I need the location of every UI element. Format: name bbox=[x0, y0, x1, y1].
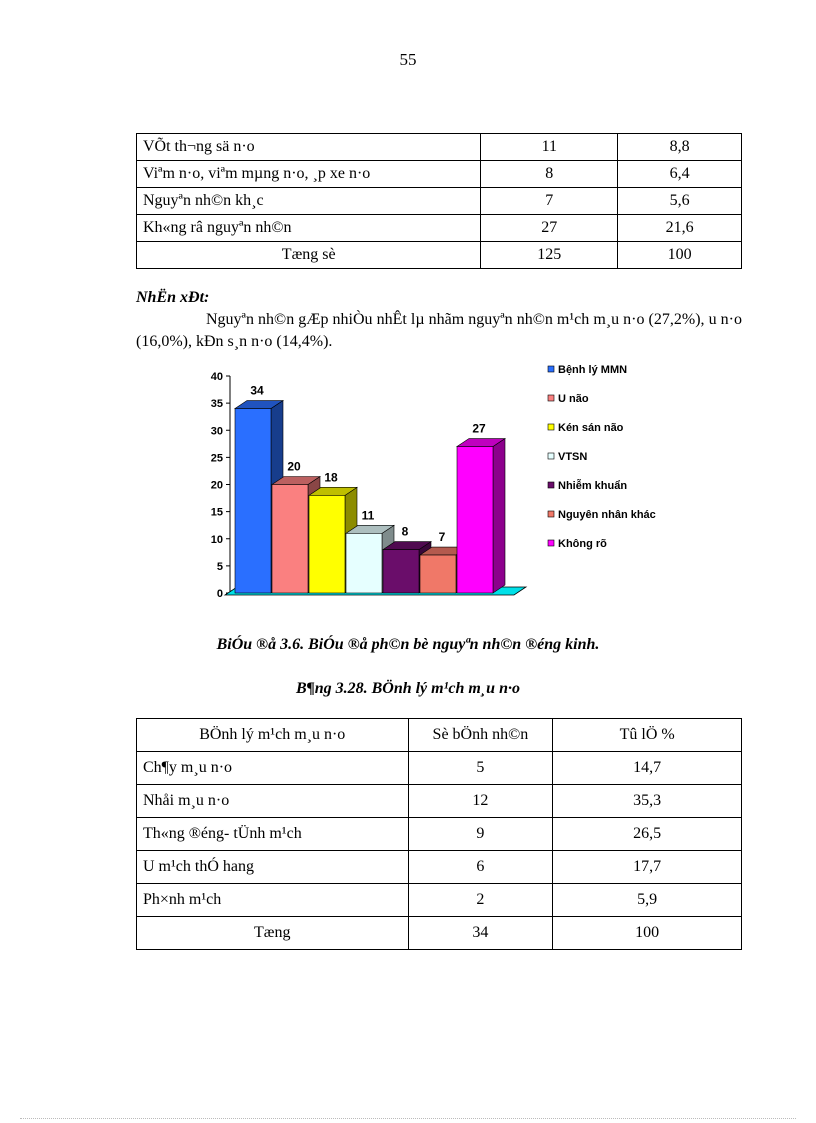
table-row bbox=[137, 134, 742, 161]
table-cell: VÕt th¬ng sä n·o bbox=[137, 134, 481, 161]
y-tick-label: 15 bbox=[210, 506, 223, 519]
table-row bbox=[137, 851, 742, 884]
table-cell: 34 bbox=[408, 917, 553, 950]
table-cell: Ph×nh m¹ch bbox=[137, 884, 409, 917]
data-label: 8 bbox=[401, 524, 409, 539]
table-row bbox=[137, 884, 742, 917]
note-text: Nguyªn nh©n gÆp nhiÒu nhÊt lµ nhãm nguyªn nh©n m¹ch m¸u n·o (27,2%), u n·o (16,0%), kÐn s¸n n·o (14,4%). bbox=[136, 311, 742, 350]
table-row bbox=[137, 818, 742, 851]
table-cell: Nhåi m¸u n·o bbox=[137, 785, 409, 818]
page-bottom-divider bbox=[20, 1118, 796, 1119]
y-tick-label: 25 bbox=[210, 452, 223, 465]
table-row bbox=[137, 188, 742, 215]
y-tick-label: 10 bbox=[210, 533, 223, 546]
bar-chart bbox=[195, 360, 695, 610]
table-cell: Tæng bbox=[137, 917, 409, 950]
table-cell: 7 bbox=[481, 188, 618, 215]
y-tick-label: 40 bbox=[210, 371, 223, 383]
legend-label: Kén sán não bbox=[558, 422, 624, 434]
table-cell: 100 bbox=[553, 917, 742, 950]
table-cell: 125 bbox=[481, 242, 618, 269]
column-header: Tû lÖ % bbox=[553, 719, 742, 752]
table-cell: Ch¶y m¸u n·o bbox=[137, 752, 409, 785]
table-2 bbox=[136, 718, 742, 950]
table-cell: 2 bbox=[408, 884, 553, 917]
table-header-row bbox=[137, 719, 742, 752]
bar bbox=[309, 495, 345, 593]
data-label: 7 bbox=[438, 530, 446, 545]
table-cell: Nguyªn nh©n kh¸c bbox=[137, 188, 481, 215]
table-cell: 17,7 bbox=[553, 851, 742, 884]
table-row bbox=[137, 242, 742, 269]
legend-swatch bbox=[548, 424, 554, 430]
table-cell: 6 bbox=[408, 851, 553, 884]
y-tick-label: 0 bbox=[216, 588, 223, 600]
bar bbox=[235, 409, 271, 593]
table-cell: 5,6 bbox=[618, 188, 742, 215]
table-cell: 8,8 bbox=[618, 134, 742, 161]
table-cell: 11 bbox=[481, 134, 618, 161]
table-row bbox=[137, 785, 742, 818]
legend-swatch bbox=[548, 395, 554, 401]
legend-label: VTSN bbox=[558, 451, 588, 463]
table-cell: 35,3 bbox=[553, 785, 742, 818]
page-number: 55 bbox=[399, 50, 417, 69]
table-cell: Th«ng ®éng- tÜnh m¹ch bbox=[137, 818, 409, 851]
table-row bbox=[137, 917, 742, 950]
table-cell: U m¹ch thÓ hang bbox=[137, 851, 409, 884]
data-label: 18 bbox=[324, 470, 338, 485]
data-label: 20 bbox=[287, 459, 301, 474]
data-label: 27 bbox=[472, 421, 486, 436]
bar-side bbox=[493, 439, 505, 593]
legend-label: Nhiễm khuẩn bbox=[558, 480, 628, 492]
table-cell: 12 bbox=[408, 785, 553, 818]
legend-label: Bệnh lý MMN bbox=[558, 364, 628, 376]
table-row bbox=[137, 215, 742, 242]
bar bbox=[272, 485, 308, 594]
bar bbox=[420, 555, 456, 593]
table-cell: 27 bbox=[481, 215, 618, 242]
column-header: BÖnh lý m¹ch m¸u n·o bbox=[137, 719, 409, 752]
table-cell: 5,9 bbox=[553, 884, 742, 917]
data-label: 11 bbox=[361, 508, 375, 523]
data-label: 34 bbox=[250, 383, 264, 398]
table-cell: 5 bbox=[408, 752, 553, 785]
bar bbox=[457, 447, 493, 593]
table-cell: 14,7 bbox=[553, 752, 742, 785]
table-row bbox=[137, 161, 742, 188]
legend-swatch bbox=[548, 482, 554, 488]
table-cell: Tæng sè bbox=[137, 242, 481, 269]
legend-label: Không rõ bbox=[558, 538, 607, 550]
table-cell: Viªm n·o, viªm mµng n·o, ¸p xe n·o bbox=[137, 161, 481, 188]
table-row bbox=[137, 752, 742, 785]
table-cell: 100 bbox=[618, 242, 742, 269]
y-tick-label: 35 bbox=[210, 398, 223, 411]
bar bbox=[346, 533, 382, 593]
legend-swatch bbox=[548, 540, 554, 546]
column-header: Sè bÖnh nh©n bbox=[408, 719, 553, 752]
table-1 bbox=[136, 133, 742, 269]
bar bbox=[383, 550, 419, 593]
table-cell: 6,4 bbox=[618, 161, 742, 188]
y-tick-label: 20 bbox=[210, 479, 223, 492]
chart-caption: BiÓu ®å 3.6. BiÓu ®å ph©n bè nguyªn nh©n ®éng kinh. bbox=[216, 636, 600, 653]
table-cell: 8 bbox=[481, 161, 618, 188]
legend-swatch bbox=[548, 453, 554, 459]
table-caption: B¶ng 3.28. BÖnh lý m¹ch m¸u n·o bbox=[296, 680, 520, 697]
table-cell: 9 bbox=[408, 818, 553, 851]
y-tick-label: 30 bbox=[210, 425, 223, 438]
legend-swatch bbox=[548, 511, 554, 517]
table-cell: 26,5 bbox=[553, 818, 742, 851]
table-cell: 21,6 bbox=[618, 215, 742, 242]
y-tick-label: 5 bbox=[216, 560, 223, 573]
table-cell: Kh«ng râ nguyªn nh©n bbox=[137, 215, 481, 242]
note-title: NhËn xÐt: bbox=[136, 289, 210, 306]
legend-label: U não bbox=[558, 393, 589, 405]
legend-label: Nguyên nhân khác bbox=[558, 509, 656, 521]
legend-swatch bbox=[548, 366, 554, 372]
